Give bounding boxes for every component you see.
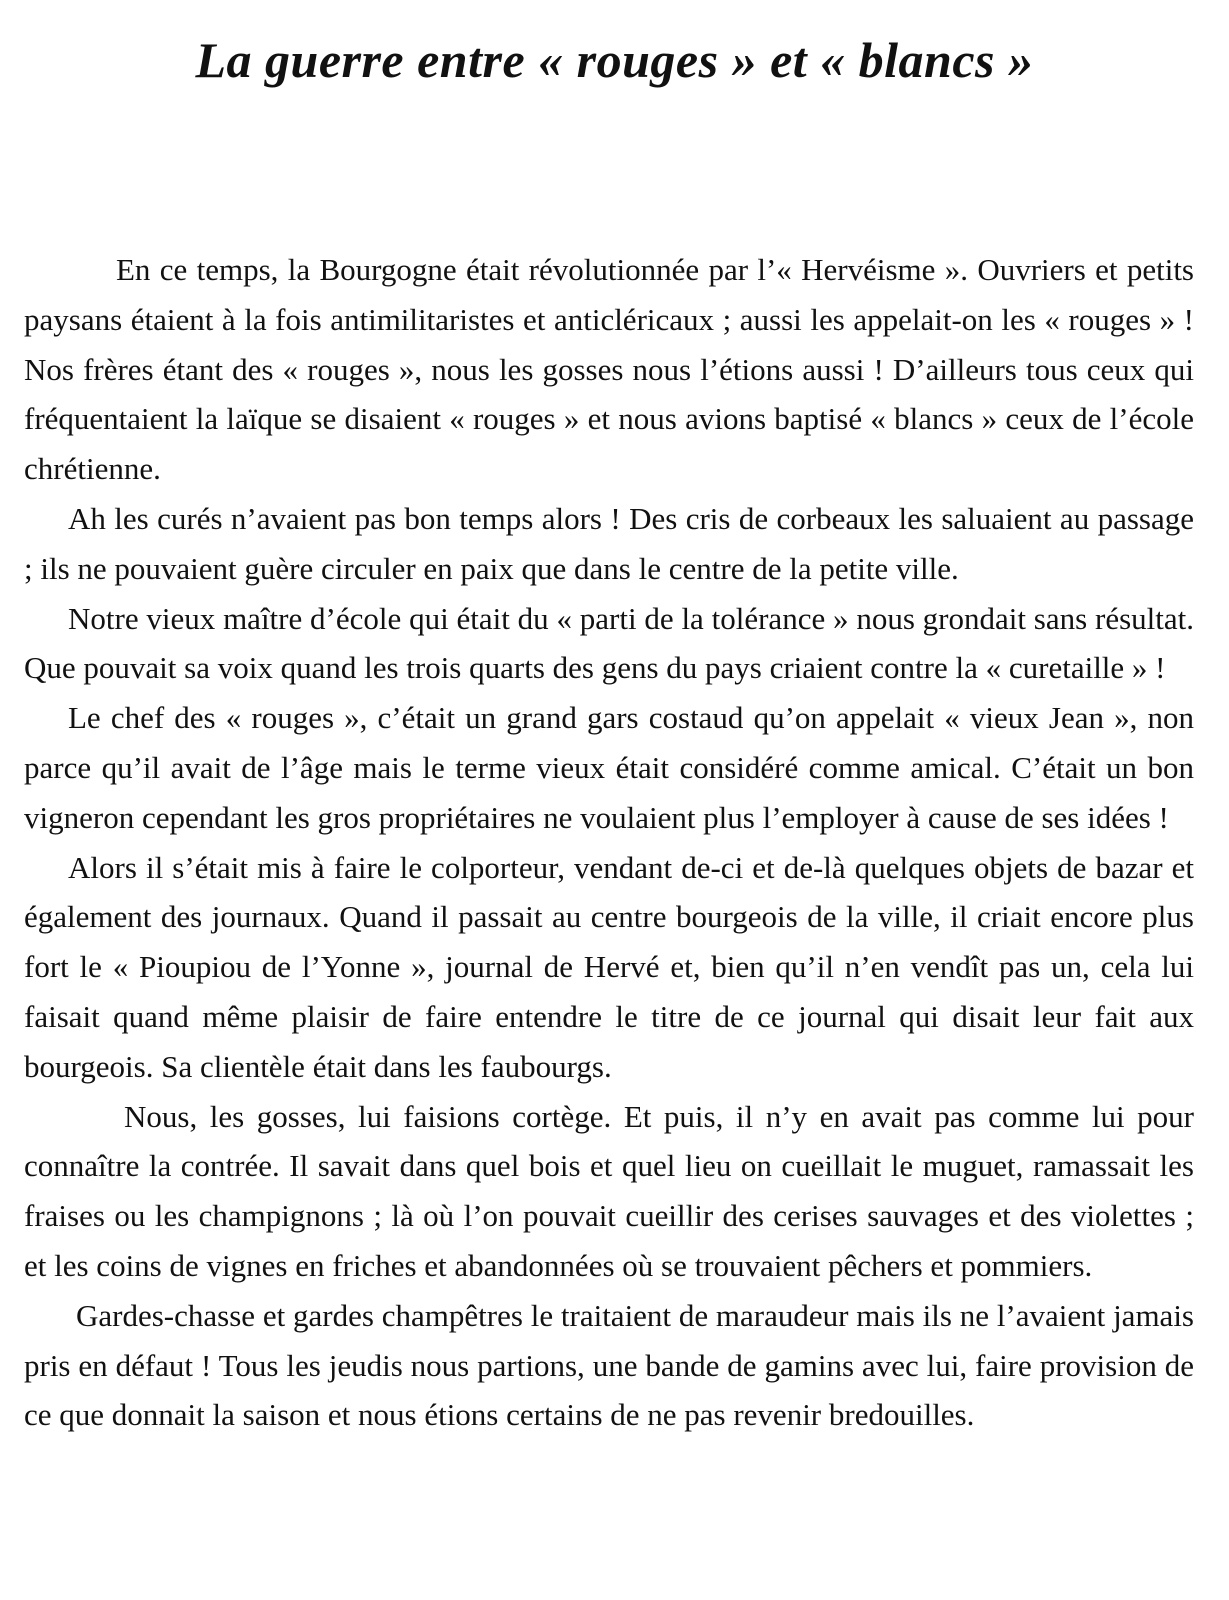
paragraph-gosses: Nous, les gosses, lui faisions cortège. Et puis, il n’y en avait pas comme lui pour connaître la contrée. Il savait dans quel bois et quel lieu on cueillait le muguet, ramassait les fraises ou les champignons ; là où l’on pouvait cueillir des cerises sauvages et des violettes ; et les coins de vignes en friches et abandonnées où se trouvaient pêchers et pommiers. xyxy=(24,1098,1194,1283)
body-text xyxy=(24,245,1194,1440)
chapter-title: La guerre entre « rouges » et « blancs » xyxy=(195,32,1034,88)
paragraph-colporteur: Alors il s’était mis à faire le colporteur, vendant de-ci et de-là quelques objets de bazar et également des journaux. Quand il passait au centre bourgeois de la ville, il criait encore plus fort le « Pioupiou de l’Yonne », journal de Hervé et, bien qu’il n’en vendît pas un, cela lui faisait quand même plaisir de faire entendre le titre de ce journal qui disait leur fait aux bourgeois. Sa clientèle était dans les faubourgs. xyxy=(24,849,1194,1084)
paragraph-chef-rouges: Le chef des « rouges », c’était un grand gars costaud qu’on appelait « vieux Jean », non parce qu’il avait de l’âge mais le terme vieux était considéré comme amical. C’était un bon vigneron cependant les gros propriétaires ne voulaient plus l’employer à cause de ses idées ! xyxy=(24,700,1194,835)
paragraph-gardes-chasse: Gardes-chasse et gardes champêtres le traitaient de maraudeur mais ils ne l’avaient jamais pris en défaut ! Tous les jeudis nous partions, une bande de gamins avec lui, faire provision de ce que donnait la saison et nous étions certains de ne pas revenir bredouilles. xyxy=(24,1297,1194,1433)
paragraph-maitre-ecole: Notre vieux maître d’école qui était du « parti de la tolérance » nous grondait sans résultat. Que pouvait sa voix quand les trois quarts des gens du pays criaient contre la « curetaille » ! xyxy=(24,600,1194,686)
paragraph-cures: Ah les curés n’avaient pas bon temps alors ! Des cris de corbeaux les saluaient au passage ; ils ne pouvaient guère circuler en paix que dans le centre de la petite ville. xyxy=(24,500,1194,586)
paragraph-herveisme: En ce temps, la Bourgogne était révolutionnée par l’« Hervéisme ». Ouvriers et petits paysans étaient à la fois antimilitaristes et anticléricaux ; aussi les appelait-on les « rouges » ! Nos frères étant des « rouges », nous les gosses nous l’étions aussi ! D’ailleurs tous ceux qui fréquentaient la laïque se disaient « rouges » et nous avions baptisé « blancs » ceux de l’école chrétienne. xyxy=(24,252,1194,487)
